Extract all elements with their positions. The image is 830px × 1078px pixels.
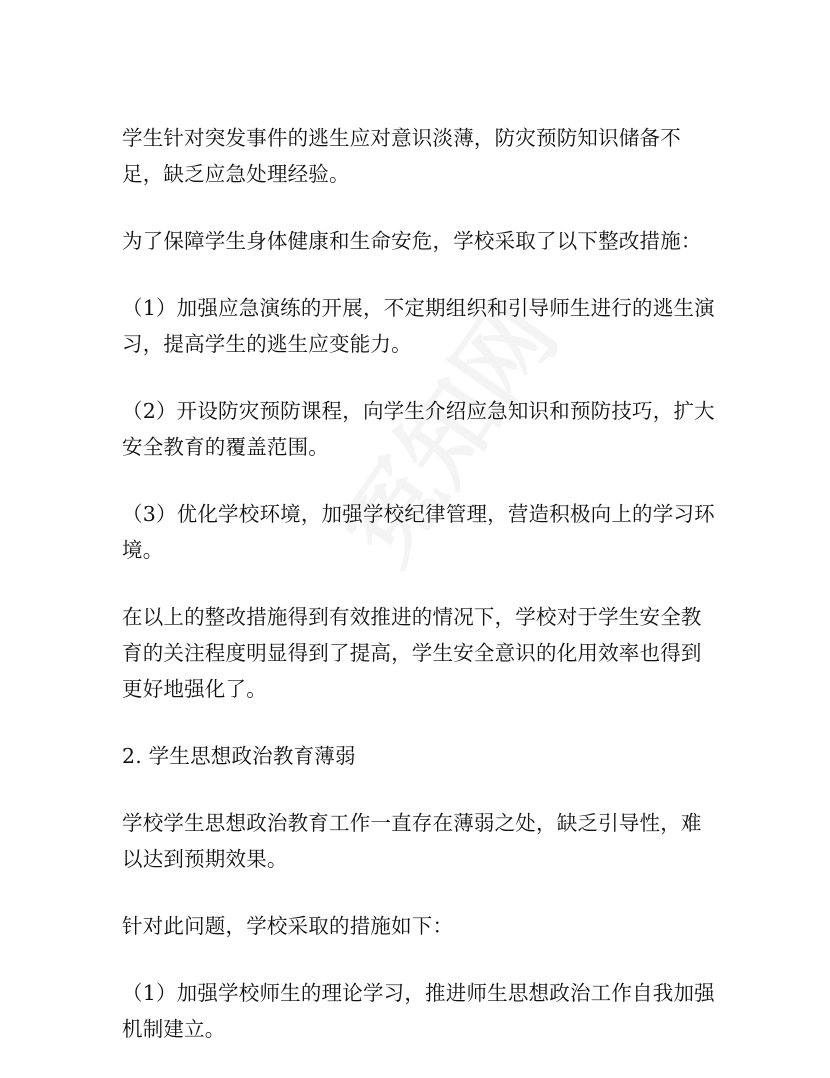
document-body xyxy=(122,120,722,1078)
paragraph-measures-intro: 为了保障学生身体健康和生命安危，学校采取了以下整改措施： xyxy=(122,229,702,253)
section-heading: 2. 学生思想政治教育薄弱 xyxy=(122,744,356,768)
paragraph-political-measure-1: （1）加强学校师生的理论学习，推进师生思想政治工作自我加强机制建立。 xyxy=(122,981,715,1041)
paragraph-problem-description: 学生针对突发事件的逃生应对意识淡薄，防灾预防知识储备不足，缺乏应急处理经验。 xyxy=(122,126,681,186)
paragraph-outcome: 在以上的整改措施得到有效推进的情况下，学校对于学生安全教育的关注程度明显得到了提高，学生安全意识的化用效率也得到更好地强化了。 xyxy=(122,605,702,701)
paragraph-measure-2: （2）开设防灾预防课程，向学生介绍应急知识和预防技巧，扩大安全教育的覆盖范围。 xyxy=(122,399,715,459)
paragraph-political-education-problem: 学校学生思想政治教育工作一直存在薄弱之处，缺乏引导性，难以达到预期效果。 xyxy=(122,811,702,871)
paragraph-political-measures-intro: 针对此问题，学校采取的措施如下： xyxy=(122,914,454,938)
paragraph-measure-1: （1）加强应急演练的开展，不定期组织和引导师生进行的逃生演习，提高学生的逃生应变能力。 xyxy=(122,296,715,356)
paragraph-measure-3: （3）优化学校环境，加强学校纪律管理，营造积极向上的学习环境。 xyxy=(122,502,715,562)
